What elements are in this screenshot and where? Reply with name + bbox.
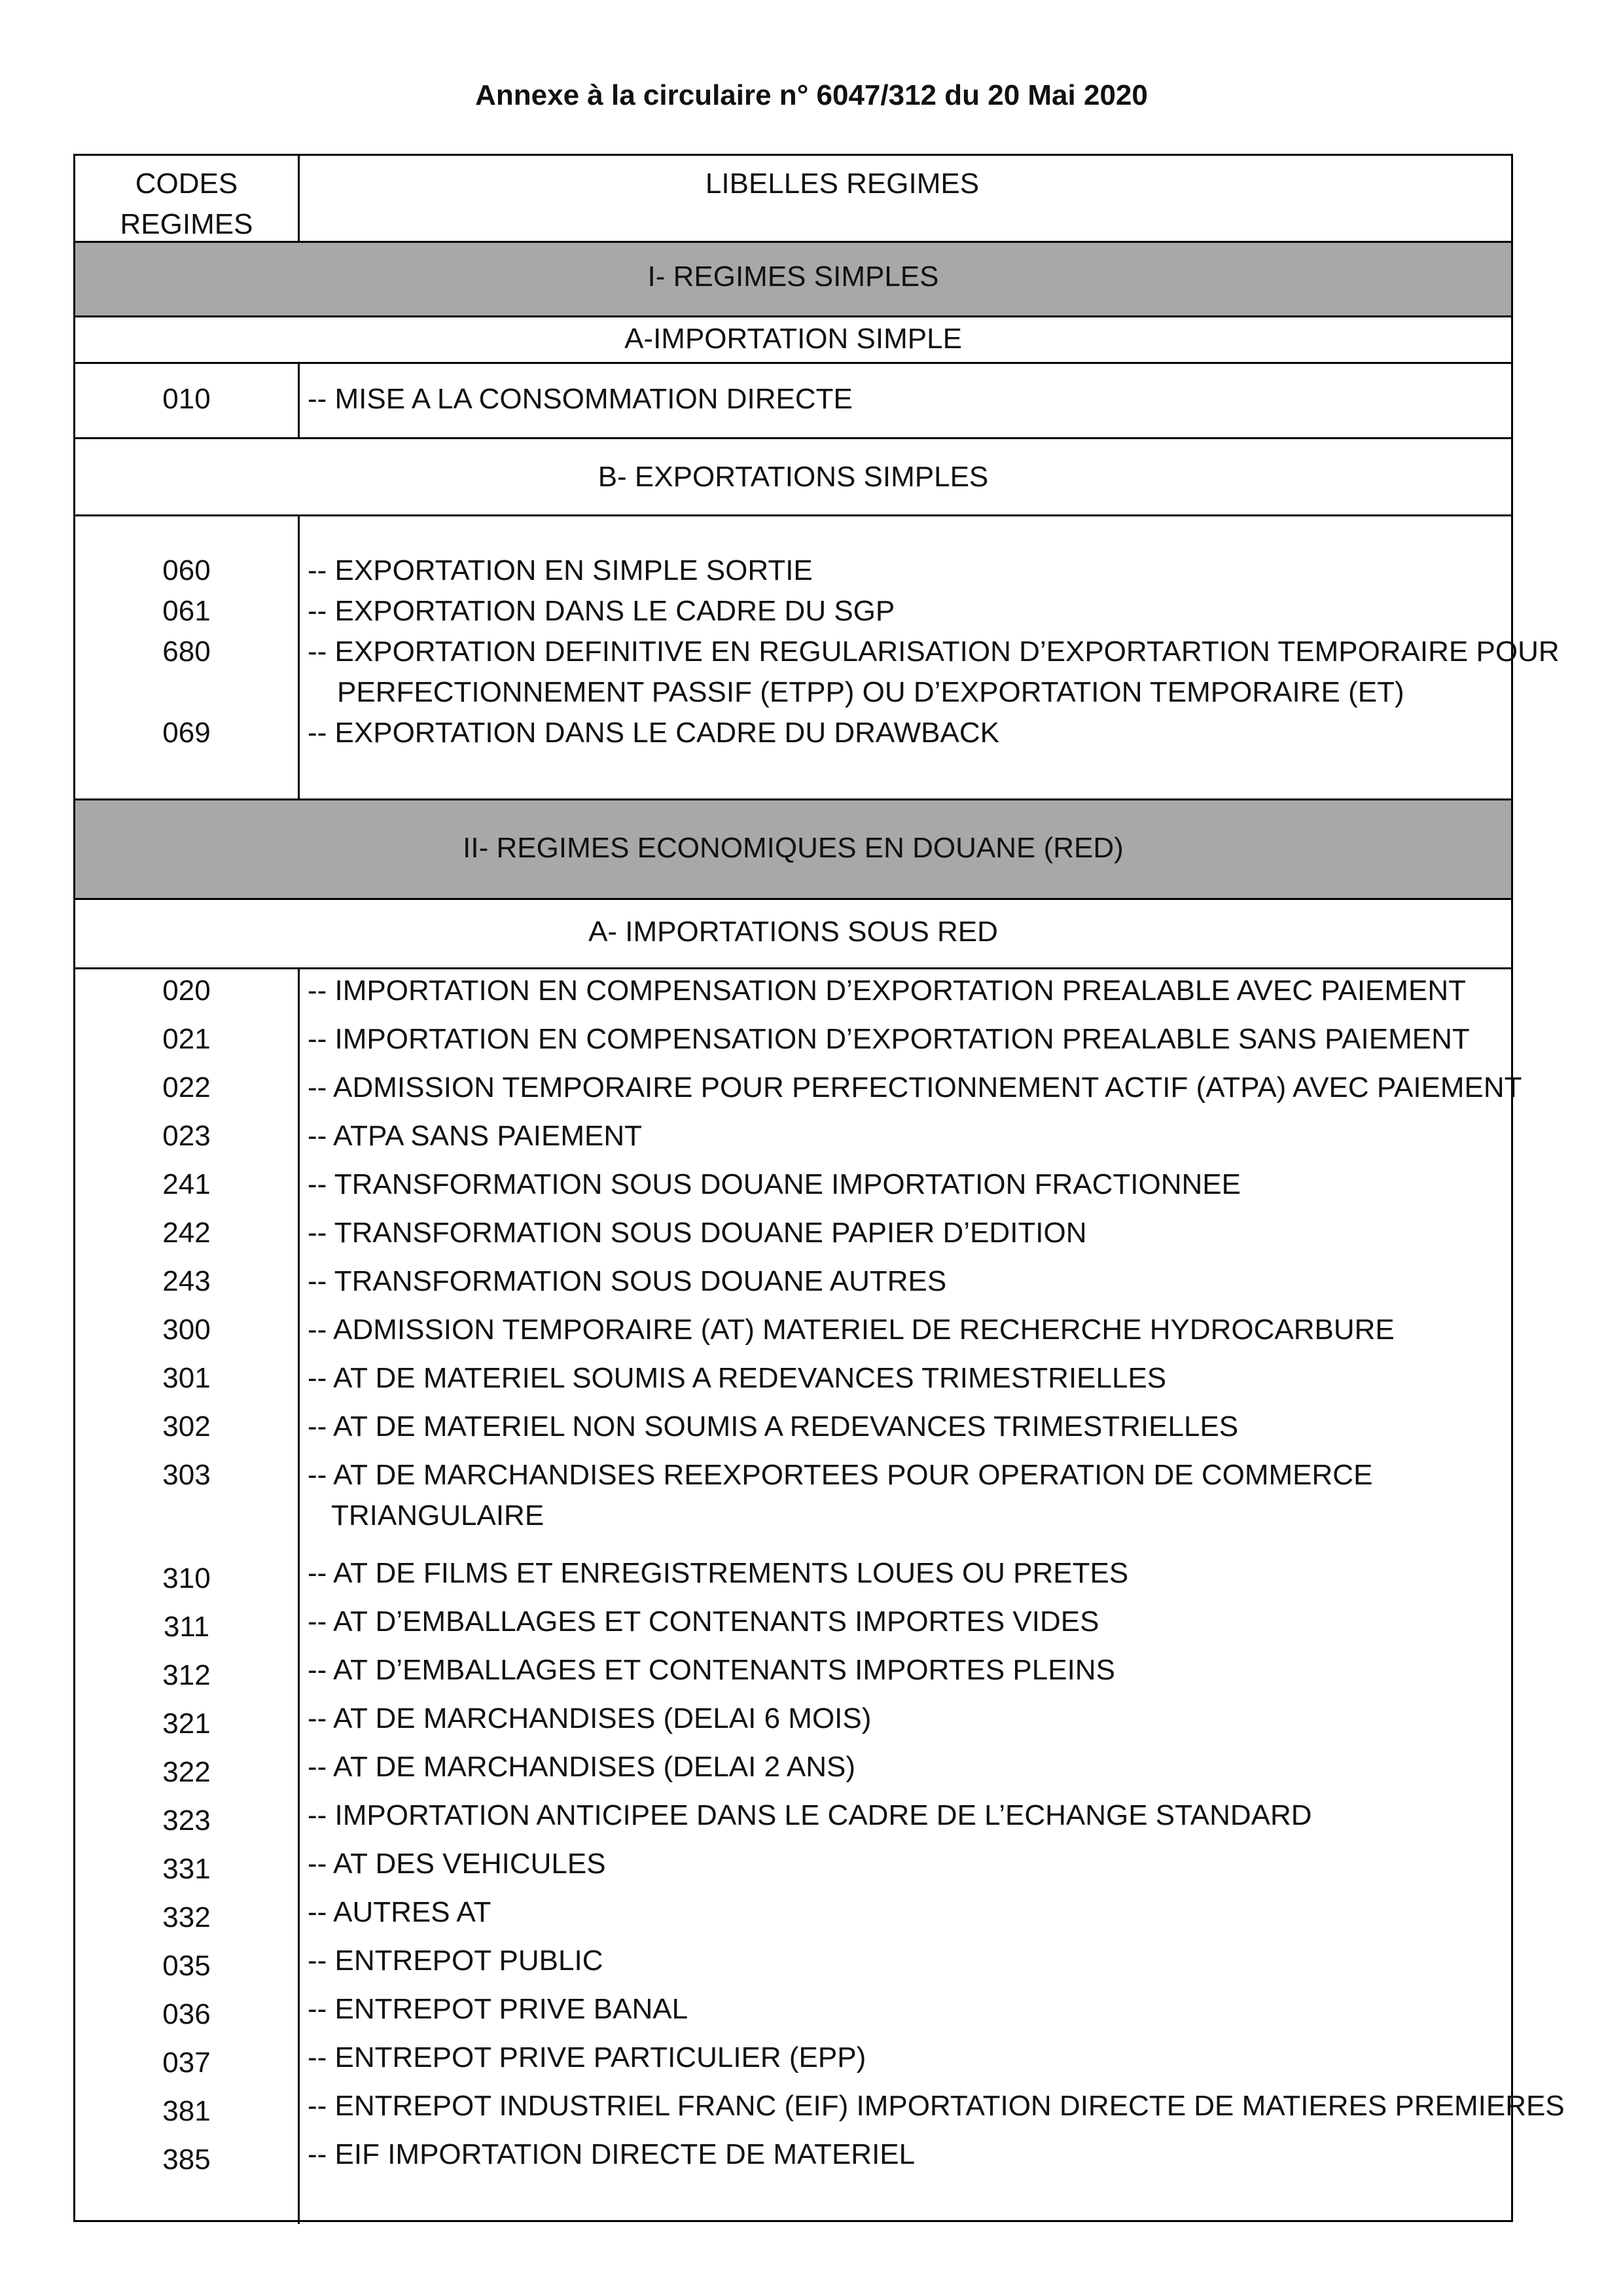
- regime-label: -- IMPORTATION EN COMPENSATION D’EXPORTATION PREALABLE SANS PAIEMENT: [308, 1023, 1470, 1055]
- subsection-heading-exportations-simples: B- EXPORTATIONS SIMPLES: [597, 461, 989, 493]
- document-title: Annexe à la circulaire n° 6047/312 du 20 Mai 2020: [475, 79, 1148, 111]
- regime-label: -- ENTREPOT PRIVE BANAL: [308, 1993, 688, 2025]
- regime-code: 303: [162, 1459, 211, 1491]
- regime-label: -- TRANSFORMATION SOUS DOUANE PAPIER D’EDITION: [308, 1217, 1087, 1249]
- regime-code: 036: [162, 1998, 211, 2030]
- regime-code: 311: [163, 1611, 210, 1643]
- regime-label: -- MISE A LA CONSOMMATION DIRECTE: [308, 383, 853, 415]
- regime-label: -- EXPORTATION EN SIMPLE SORTIE: [308, 554, 813, 586]
- regime-code: 020: [162, 975, 211, 1007]
- regime-code: 321: [162, 1708, 211, 1740]
- regime-code: 023: [162, 1120, 211, 1152]
- regime-label: -- ENTREPOT PRIVE PARTICULIER (EPP): [308, 2041, 866, 2073]
- regime-code: 381: [162, 2095, 211, 2127]
- regime-code: 323: [162, 1804, 211, 1837]
- regime-label: -- ENTREPOT PUBLIC: [308, 1945, 603, 1977]
- section-heading-red: II- REGIMES ECONOMIQUES EN DOUANE (RED): [463, 832, 1124, 864]
- section-heading-regimes-simples: I- REGIMES SIMPLES: [647, 260, 939, 293]
- regime-code: 035: [162, 1950, 211, 1982]
- regime-label: [308, 632, 1560, 713]
- regime-label: -- ATPA SANS PAIEMENT: [308, 1120, 642, 1152]
- regime-code: 301: [162, 1362, 211, 1394]
- regime-label-line1: -- AT DE MARCHANDISES REEXPORTEES POUR OPERATION DE COMMERCE: [308, 1459, 1373, 1491]
- row-divider: [75, 362, 1511, 364]
- regime-code: 037: [162, 2047, 211, 2079]
- subsection-heading-importations-sous-red: A- IMPORTATIONS SOUS RED: [588, 916, 998, 948]
- regime-code: 241: [162, 1168, 211, 1200]
- regime-label-line2: TRIANGULAIRE: [331, 1499, 544, 1532]
- regime-label: -- AT DE MARCHANDISES (DELAI 6 MOIS): [308, 1702, 872, 1734]
- regime-label: -- ENTREPOT INDUSTRIEL FRANC (EIF) IMPORTATION DIRECTE DE MATIERES PREMIERES: [308, 2090, 1565, 2122]
- regime-code: 680: [162, 636, 211, 668]
- regime-label-line2: PERFECTIONNEMENT PASSIF (ETPP) OU D’EXPORTATION TEMPORAIRE (ET): [337, 676, 1404, 708]
- column-divider: [298, 362, 300, 437]
- regime-code: 312: [162, 1659, 211, 1691]
- regime-label: -- AT DE MARCHANDISES (DELAI 2 ANS): [308, 1751, 855, 1783]
- regime-code: 310: [162, 1562, 211, 1594]
- regime-label: -- EXPORTATION DANS LE CADRE DU SGP: [308, 595, 895, 627]
- regimes-table: [73, 154, 1565, 2222]
- regime-code: 021: [162, 1023, 211, 1055]
- regime-code: 022: [162, 1071, 211, 1103]
- column-divider: [298, 967, 300, 2224]
- regime-label: -- EXPORTATION DANS LE CADRE DU DRAWBACK: [308, 717, 999, 749]
- regime-code: 242: [162, 1217, 211, 1249]
- regime-label: -- AUTRES AT: [308, 1896, 491, 1928]
- header-codes-regimes: [75, 164, 298, 245]
- row-divider: [75, 437, 1511, 439]
- regime-code: 332: [162, 1901, 211, 1933]
- header-codes-line1: CODES: [135, 168, 238, 200]
- row-divider: [75, 898, 1511, 900]
- regime-label-line1: -- EXPORTATION DEFINITIVE EN REGULARISATION D’EXPORTARTION TEMPORAIRE POUR: [308, 636, 1560, 668]
- regime-label: -- TRANSFORMATION SOUS DOUANE IMPORTATION FRACTIONNEE: [308, 1168, 1241, 1200]
- regime-label: -- AT DE MATERIEL SOUMIS A REDEVANCES TRIMESTRIELLES: [308, 1362, 1167, 1394]
- regime-label: -- AT D’EMBALLAGES ET CONTENANTS IMPORTES VIDES: [308, 1605, 1099, 1638]
- regime-code: 385: [162, 2144, 211, 2176]
- regime-code: 069: [162, 717, 211, 749]
- regime-label: [308, 1455, 1505, 1536]
- row-divider: [75, 798, 1511, 800]
- column-divider: [298, 514, 300, 798]
- row-divider: [75, 315, 1511, 317]
- regime-code: 243: [162, 1265, 211, 1297]
- regime-label: -- TRANSFORMATION SOUS DOUANE AUTRES: [308, 1265, 947, 1297]
- regime-code: 331: [162, 1853, 211, 1885]
- regime-code: 010: [162, 383, 211, 415]
- regime-code: 060: [162, 554, 211, 586]
- regime-code: 322: [162, 1756, 211, 1788]
- regime-code: 302: [162, 1410, 211, 1443]
- regime-label: -- IMPORTATION ANTICIPEE DANS LE CADRE DE L’ECHANGE STANDARD: [308, 1799, 1312, 1831]
- regime-label: -- AT DES VEHICULES: [308, 1848, 606, 1880]
- subsection-heading-importation-simple: A-IMPORTATION SIMPLE: [624, 323, 962, 355]
- row-divider: [75, 514, 1511, 516]
- regime-label: -- ADMISSION TEMPORAIRE (AT) MATERIEL DE RECHERCHE HYDROCARBURE: [308, 1314, 1395, 1346]
- regime-label: -- ADMISSION TEMPORAIRE POUR PERFECTIONNEMENT ACTIF (ATPA) AVEC PAIEMENT: [308, 1071, 1522, 1103]
- row-divider: [75, 967, 1511, 969]
- regime-label: -- AT DE FILMS ET ENREGISTREMENTS LOUES OU PRETES: [308, 1557, 1129, 1589]
- regime-label: -- EIF IMPORTATION DIRECTE DE MATERIEL: [308, 2138, 916, 2170]
- header-libelles-regimes: LIBELLES REGIMES: [705, 168, 980, 200]
- regime-code: 300: [162, 1314, 211, 1346]
- header-codes-line2: REGIMES: [120, 208, 253, 240]
- regime-label: -- AT D’EMBALLAGES ET CONTENANTS IMPORTES PLEINS: [308, 1654, 1115, 1686]
- regime-code: 061: [162, 595, 211, 627]
- regime-label: -- AT DE MATERIEL NON SOUMIS A REDEVANCES TRIMESTRIELLES: [308, 1410, 1239, 1443]
- regime-label: -- IMPORTATION EN COMPENSATION D’EXPORTATION PREALABLE AVEC PAIEMENT: [308, 975, 1467, 1007]
